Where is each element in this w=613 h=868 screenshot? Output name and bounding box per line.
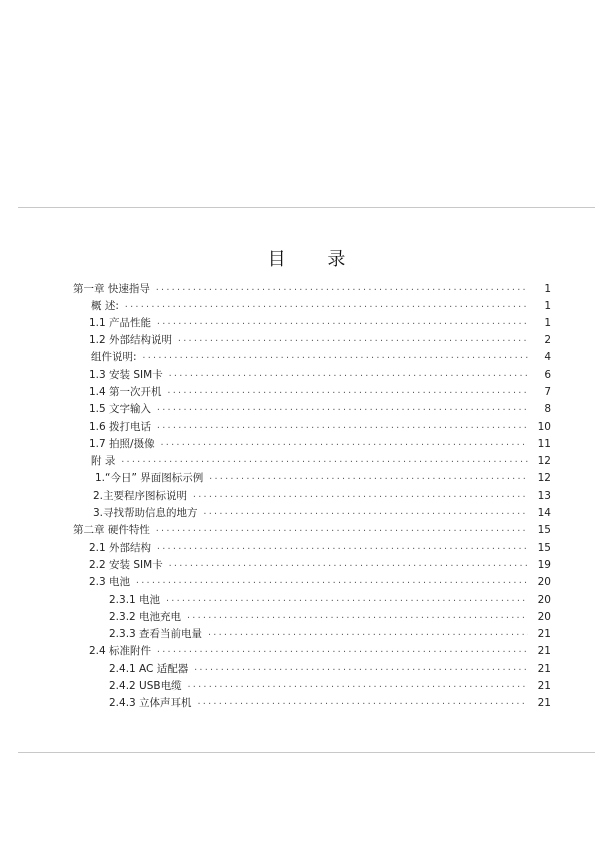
toc-entry-label: 概 述: [91,300,119,312]
toc-entry-label: 1.4 第一次开机 [89,386,162,398]
toc-entry-page: 1 [544,300,551,312]
toc-entry-page: 14 [537,507,551,519]
toc-entry-page: 20 [537,611,551,623]
toc-entry-page: 21 [537,628,551,640]
dot-leader [156,540,528,557]
toc-entry-label: 2.3 电池 [89,576,131,588]
toc-entry[interactable] [109,661,551,678]
toc-entry[interactable] [89,540,551,557]
toc-entry-label: 2.2 安装 SIM卡 [89,559,163,571]
toc-entry-page: 21 [537,645,551,657]
dot-leader [155,522,528,539]
dot-leader [120,453,528,470]
dot-leader [193,661,528,678]
toc-entry[interactable] [89,643,551,660]
dot-leader [142,349,528,366]
toc-entry-page: 6 [544,369,551,381]
toc-entry[interactable] [91,349,551,366]
toc-entry-label: 附 录 [91,455,116,467]
toc-entry[interactable] [89,419,551,436]
dot-leader [124,298,528,315]
toc-entry-page: 15 [537,524,551,536]
toc-entry-page: 21 [537,663,551,675]
toc-entry[interactable] [89,401,551,418]
dot-leader [177,332,528,349]
toc-entry[interactable] [89,436,551,453]
toc-entry-label: 2.3.3 查看当前电量 [109,628,203,640]
toc-entry[interactable] [91,453,551,470]
toc-entry-label: 2.主要程序图标说明 [93,490,188,502]
toc-entry[interactable] [95,470,551,487]
toc-entry[interactable] [89,574,551,591]
toc-entry-page: 20 [537,576,551,588]
toc-entry-label: 第二章 硬件特性 [73,524,150,536]
dot-leader [135,574,528,591]
dot-leader [167,384,528,401]
toc-entry-page: 7 [544,386,551,398]
toc-entry-page: 20 [537,594,551,606]
dot-leader [168,557,528,574]
dot-leader [156,419,528,436]
toc-entry[interactable] [91,298,551,315]
dot-leader [156,401,528,418]
toc-entry[interactable] [89,332,551,349]
toc-entry[interactable] [89,315,551,332]
toc-entry-page: 21 [537,697,551,709]
toc-entry-page: 12 [537,455,551,467]
dot-leader [207,626,528,643]
dot-leader [192,488,528,505]
toc-entry-label: 1.2 外部结构说明 [89,334,173,346]
toc-entry-page: 13 [537,490,551,502]
dot-leader [160,436,528,453]
dot-leader [186,609,528,626]
toc-entry-label: 2.3.2 电池充电 [109,611,182,623]
toc-entry-page: 10 [537,421,551,433]
toc-entry-label: 1.3 安装 SIM卡 [89,369,163,381]
toc-entry-page: 11 [537,438,551,450]
toc-entry[interactable] [109,695,551,712]
toc-entry-label: 2.4 标准附件 [89,645,152,657]
page-title: 目 录 [267,249,364,270]
toc-entry-page: 4 [544,351,551,363]
dot-leader [203,505,528,522]
toc-entry[interactable] [73,281,551,298]
toc-entry-page: 2 [544,334,551,346]
toc-entry-page: 15 [537,542,551,554]
toc-entry-label: 1.1 产品性能 [89,317,152,329]
toc-entry-label: 2.4.1 AC 适配器 [109,663,189,675]
toc-entry-label: 2.1 外部结构 [89,542,152,554]
dot-leader [165,592,528,609]
toc-entry-label: 1.7 拍照/摄像 [89,438,155,450]
toc-entry-label: 1.5 文字输入 [89,403,152,415]
toc-entry-page: 1 [544,283,551,295]
dot-leader [197,695,528,712]
toc-entry-label: 组件说明: [91,351,137,363]
bottom-divider [18,752,595,753]
toc-entry-page: 1 [544,317,551,329]
top-divider [18,207,595,208]
toc-entry[interactable] [93,505,551,522]
toc-entry-page: 12 [537,472,551,484]
toc-entry[interactable] [109,678,551,695]
toc-entry-label: 3.寻找帮助信息的地方 [93,507,198,519]
toc-entry-page: 8 [544,403,551,415]
toc-entry[interactable] [109,592,551,609]
toc-entry-label: 1.6 拨打电话 [89,421,152,433]
dot-leader [155,281,528,298]
toc-entry[interactable] [89,384,551,401]
toc-entry-label: 1.“今日” 界面图标示例 [95,472,204,484]
toc-entry-label: 2.3.1 电池 [109,594,161,606]
toc-entry[interactable] [89,367,551,384]
dot-leader [208,470,528,487]
toc-entry[interactable] [109,609,551,626]
dot-leader [156,315,528,332]
toc-entry-label: 第一章 快速指导 [73,283,150,295]
toc-entry-page: 21 [537,680,551,692]
dot-leader [168,367,528,384]
toc-entry[interactable] [93,488,551,505]
toc-entry[interactable] [89,557,551,574]
dot-leader [187,678,528,695]
dot-leader [156,643,528,660]
toc-entry[interactable] [109,626,551,643]
toc-entry-page: 19 [537,559,551,571]
toc-entry-label: 2.4.3 立体声耳机 [109,697,192,709]
toc-entry-label: 2.4.2 USB电缆 [109,680,182,692]
toc-entry[interactable] [73,522,551,539]
